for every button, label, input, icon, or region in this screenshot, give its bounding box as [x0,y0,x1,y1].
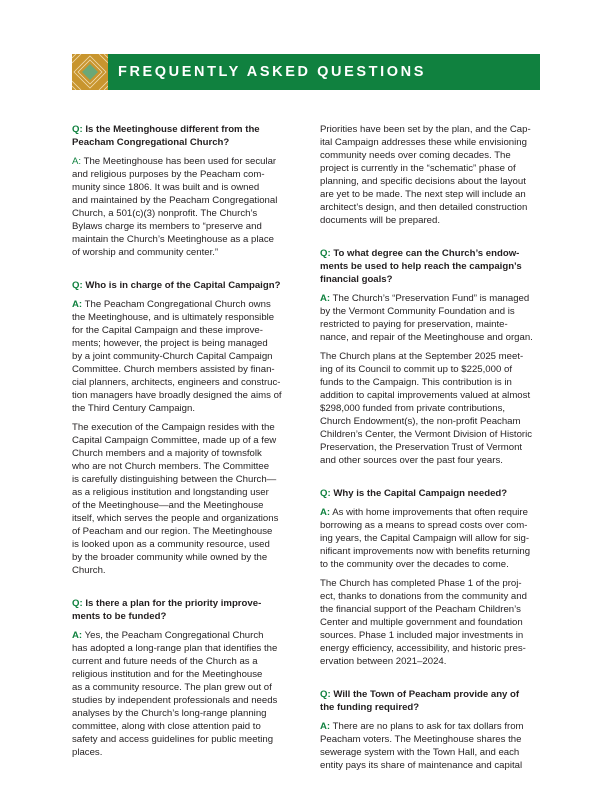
faq-answer-paragraph: The Church has completed Phase 1 of the proj- ect, thanks to donations from the community and the financial support of the Peacham Children’s Center and multiple government and foundation sources. Phase 1 included major investments in energy efficiency, accessibility, and historic pres- ervation between 2021–2024. [320,578,527,667]
faq-question: Q: To what degree can the Church’s endow- ments be used to help reach the campaign’s financial goals? [320,248,522,285]
faq-answer-paragraph: The Church plans at the September 2025 meet- ing of its Council to commit up to $225,000 of funds to the Campaign. This contribution is in addition to capital improvements valued at almost $298,000 funded from private contributions, Church Endowment(s), the non-profit Peacham Children’s Center, the Vermont Division of Historic Preservation, the Preservation Trust of Vermont and other sources over the past four years. [320,351,533,466]
faq-item [320,688,556,772]
faq-item [72,597,308,759]
faq-item [320,247,556,467]
left-column [72,123,308,765]
faq-question: Q: Is the Meetinghouse different from the Peacham Congregational Church? [72,124,260,148]
faq-answer: A: There are no plans to ask for tax dollars from Peacham voters. The Meetinghouse shares the sewerage system with the Town Hall, and each entity pays its share of maintenance and capital [320,721,524,771]
faq-answer-continuation: Priorities have been set by the plan, and the Cap- ital Campaign addresses these while envisioning community needs over coming decades. The project is currently in the “schematic” phase of planning, and specific decisions about the layout are yet to be made. The next step will include an architect’s design, and then detailed construction documents will be prepared. [320,124,531,226]
faq-answer: A: The Peacham Congregational Church owns the Meetinghouse, and is ultimately responsible for the Capital Campaign and these improve- ments; however, the project is being managed by a joint community-Church Capital Campaign Committee. Church members assisted by finan- cial planners, architects, engineers and construc- tion managers have broadly designed the aims of the Third Century Campaign. [72,299,282,414]
faq-answer: A: Yes, the Peacham Congregational Church has adopted a long-range plan that identifies the current and future needs of the Church as a religious institution and for the Meetinghouse as a community resource. The plan grew out of studies by independent professionals and needs analyses by the Church’s long-range planning committee, along with close attention paid to safety and access guidelines for public meeting places. [72,630,278,758]
faq-question: Q: Will the Town of Peacham provide any of the funding required? [320,689,520,713]
diamond-logo-icon [72,54,108,90]
faq-answer: A: The Church’s “Preservation Fund” is managed by the Vermont Community Foundation and is restricted to paying for preservation, mainte- nance, and repair of the Meetinghouse and organ. [320,293,533,343]
faq-question: Q: Is there a plan for the priority improve- ments to be funded? [72,598,262,622]
faq-item [72,279,308,577]
faq-answer-paragraph: The execution of the Campaign resides with the Capital Campaign Committee, made up of a few Church members and a majority of townsfolk who are not Church members. The Committee is carefully distinguishing between the Church— as a religious institution and longstanding user of the Meetinghouse—and the Meetinghouse itself, which serves the people and organizations of Peacham and our region. The Meetinghouse is looked upon as a community resource, used by the broader community while owned by the Church. [72,422,279,576]
faq-item [72,123,308,259]
faq-answer: A: As with home improvements that often require borrowing as a means to spread costs over com- ing years, the Capital Campaign will allow for sig- nificant improvements now with benefits returning to the community over the decades to come. [320,507,531,570]
faq-question: Q: Who is in charge of the Capital Campaign? [72,280,281,291]
right-column [320,123,556,778]
page-title: FREQUENTLY ASKED QUESTIONS [118,64,426,80]
faq-answer: A: The Meetinghouse has been used for secular and religious purposes by the Peacham com- munity since 1806. It was built and is owned and maintained by the Peacham Congregational Church, a 501(c)(3) nonprofit. The Church’s Bylaws charge its members to “preserve and maintain the Church’s Meetinghouse as a place of worship and community center.” [72,156,278,258]
faq-question: Q: Why is the Capital Campaign needed? [320,488,508,499]
faq-item [320,487,556,668]
